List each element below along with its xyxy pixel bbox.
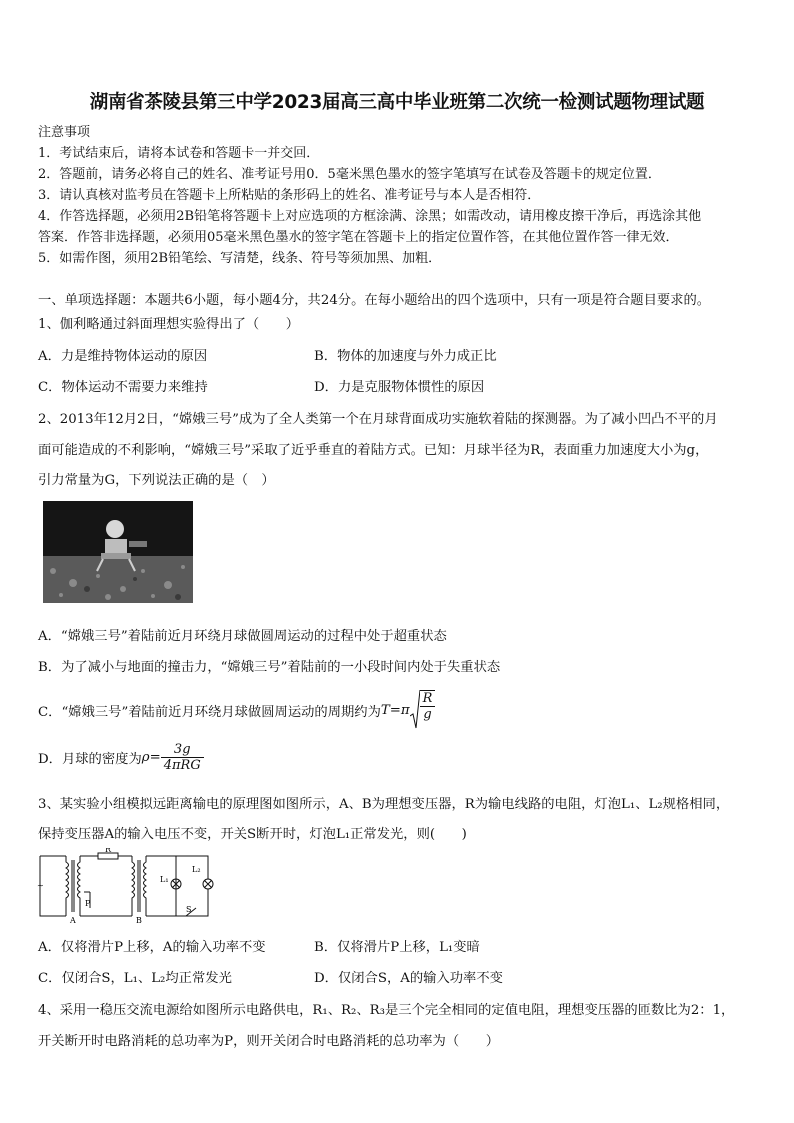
question-4-stem: 开关断开时电路消耗的总功率为P，则开关闭合时电路消耗的总功率为（ ） — [38, 1034, 500, 1049]
q2-option-a: A．“嫦娥三号”着陆前近月环绕月球做圆周运动的过程中处于超重状态 — [38, 629, 447, 644]
q1-option-c: C．物体运动不需要力来维持 — [38, 380, 208, 395]
q2-option-c-fraction — [420, 690, 436, 730]
q1-option-d: D．力是克服物体惯性的原因 — [314, 380, 485, 395]
q1-option-a: A．力是维持物体运动的原因 — [38, 349, 208, 364]
transmission-circuit-diagram — [36, 848, 216, 923]
notice-item: 1．考试结束后，请将本试卷和答题卡一并交回． — [38, 146, 320, 161]
notice-item: 答案．作答非选择题，必须用05毫米黑色墨水的签字笔在答题卡上的指定位置作答，在其他位置作答一律无效． — [38, 230, 679, 245]
fraction-numerator: R — [420, 691, 436, 707]
lamp-l2-label: L₂ — [192, 865, 201, 874]
q2-option-c-text: C．“嫦娥三号”着陆前近月环绕月球做圆周运动的周期约为 — [38, 704, 381, 720]
notice-item: 2．答题前，请务必将自己的姓名、准考证号用0．5毫米黑色墨水的签字笔填写在试卷及答题卡的规定位置． — [38, 167, 661, 182]
q3-option-d: D．仅闭合S，A的输入功率不变 — [314, 971, 503, 986]
q3-option-a: A．仅将滑片P上移，A的输入功率不变 — [38, 940, 266, 955]
lunar-lander-photo — [43, 501, 193, 603]
switch-s-label: S — [186, 905, 192, 914]
lamp-l1-label: L₁ — [160, 875, 169, 884]
question-2-stem: 引力常量为G，下列说法正确的是（ ） — [38, 473, 275, 488]
question-3-stem: 保持变压器A的输入电压不变，开关S断开时，灯泡L₁正常发光，则( ) — [38, 827, 467, 842]
q2-option-d-fraction — [161, 742, 204, 773]
q2-option-c — [38, 690, 435, 730]
resistor-r-label: R — [105, 848, 112, 854]
q1-option-b: B．物体的加速度与外力成正比 — [314, 349, 497, 364]
transformer-b-label: B — [136, 916, 142, 923]
fraction-numerator: 3g — [161, 742, 204, 758]
section-heading: 一、单项选择题：本题共6小题，每小题4分，共24分。在每小题给出的四个选项中，只有一项是符合题目要求的。 — [38, 293, 711, 308]
question-4-stem: 4、采用一稳压交流电源给如图所示电路供电，R₁、R₂、R₃是三个完全相同的定值电阻，理想变压器的匝数比为2：1， — [38, 1003, 735, 1018]
notice-heading: 注意事项 — [38, 125, 91, 140]
q3-option-c: C．仅闭合S，L₁、L₂均正常发光 — [38, 971, 232, 986]
question-3-stem: 3、某实验小组模拟远距离输电的原理图如图所示，A、B为理想变压器，R为输电线路的电阻，灯泡L₁、L₂规格相同， — [38, 797, 730, 812]
fraction-denominator: 4πRG — [163, 758, 201, 773]
q2-option-d-text: D．月球的密度为 — [38, 752, 142, 767]
transformer-a-label: A — [70, 916, 76, 923]
ac-source-label: ~ — [37, 881, 44, 890]
q2-option-d-expr: ρ= — [141, 750, 161, 765]
question-2-stem: 2、2013年12月2日，“嫦娥三号”成为了全人类第一个在月球背面成功实施软着陆的探测器。为了减小凹凸不平的月 — [38, 412, 718, 427]
q2-option-b: B．为了减小与地面的撞击力，“嫦娥三号”着陆前的一小段时间内处于失重状态 — [38, 660, 501, 675]
notice-item: 3．请认真核对监考员在答题卡上所粘贴的条形码上的姓名、准考证号与本人是否相符． — [38, 188, 541, 203]
q3-option-b: B．仅将滑片P上移，L₁变暗 — [314, 940, 480, 955]
fraction-denominator: g — [423, 707, 432, 722]
question-1-stem: 1、伽利略通过斜面理想实验得出了（ ） — [38, 317, 300, 332]
slider-p-label: P — [85, 899, 91, 908]
q2-option-d — [38, 742, 204, 773]
q2-option-c-expr: T=π — [380, 702, 410, 718]
sqrt-symbol — [410, 690, 436, 730]
notice-item: 4．作答选择题，必须用2B铅笔将答题卡上对应选项的方框涂满、涂黑；如需改动，请用橡皮擦干净后，再选涂其他 — [38, 209, 702, 224]
question-2-stem: 面可能造成的不利影响，“嫦娥三号”采取了近乎垂直的着陆方式。已知：月球半径为R，表面重力加速度大小为g， — [38, 443, 709, 458]
notice-item: 5．如需作图，须用2B铅笔绘、写清楚，线条、符号等须加黑、加粗． — [38, 251, 442, 266]
page-title: 湖南省茶陵县第三中学2023届高三高中毕业班第二次统一检测试题物理试题 — [89, 92, 705, 113]
